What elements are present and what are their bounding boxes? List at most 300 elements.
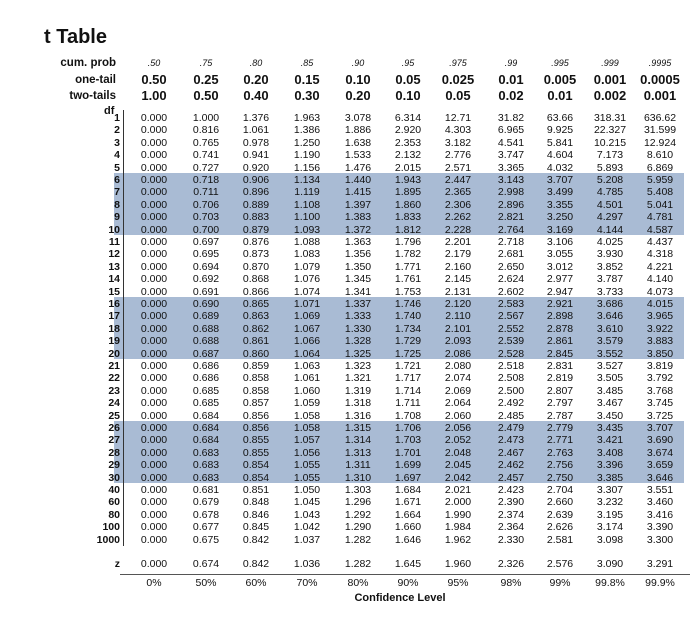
table-cell: 3.930 bbox=[596, 248, 624, 261]
table-cell: 2.571 bbox=[444, 161, 472, 174]
table-cell: 0.000 bbox=[140, 409, 168, 422]
table-cell: 2.819 bbox=[546, 372, 574, 385]
table-cell: 2.797 bbox=[546, 397, 574, 410]
z-row bbox=[0, 558, 700, 574]
table-cell: 4.587 bbox=[646, 223, 674, 236]
table-cell: 4.015 bbox=[646, 298, 674, 310]
table-cell: 3.390 bbox=[646, 521, 674, 534]
table-cell: 0.896 bbox=[242, 186, 270, 199]
table-cell: 2.365 bbox=[444, 186, 472, 199]
table-cell: 1.314 bbox=[344, 434, 372, 447]
table-cell: 2.718 bbox=[497, 236, 525, 248]
table-cell: 0.000 bbox=[140, 112, 168, 124]
confidence-value: 99.8% bbox=[595, 577, 625, 589]
table-cell: 3.385 bbox=[596, 471, 624, 484]
confidence-value: 99% bbox=[549, 577, 571, 589]
table-cell: 1.055 bbox=[293, 459, 321, 472]
table-cell: 1.067 bbox=[293, 322, 321, 335]
table-cell: 1.037 bbox=[293, 533, 321, 546]
table-cell: 3.012 bbox=[546, 260, 574, 273]
table-cell: 0.858 bbox=[242, 384, 270, 397]
table-cell: 3.143 bbox=[497, 174, 525, 186]
table-cell: 0.000 bbox=[140, 484, 168, 496]
table-cell: 2.704 bbox=[546, 484, 574, 496]
table-cell: 0.876 bbox=[242, 236, 270, 248]
table-cell: 2.977 bbox=[546, 273, 574, 286]
table-cell: 3.300 bbox=[646, 533, 674, 546]
table-cell: 4.221 bbox=[646, 260, 674, 273]
table-cell: 0.718 bbox=[192, 174, 220, 186]
table-cell: 0.842 bbox=[242, 533, 270, 546]
table-cell: 3.852 bbox=[596, 260, 624, 273]
table-cell: 2.021 bbox=[444, 484, 472, 496]
table-cell: 1.076 bbox=[293, 273, 321, 286]
table-cell: 3.450 bbox=[596, 409, 624, 422]
table-cell: 0.684 bbox=[192, 434, 220, 447]
z-cell: 0.000 bbox=[140, 558, 168, 570]
two-tails-value: 0.20 bbox=[345, 88, 371, 103]
table-cell: 1.000 bbox=[192, 112, 220, 124]
table-cell: 1.383 bbox=[344, 211, 372, 224]
two-tails-value: 0.40 bbox=[243, 88, 269, 103]
table-cell: 2.330 bbox=[497, 533, 525, 546]
table-cell: 4.541 bbox=[497, 136, 525, 149]
z-cell: 2.576 bbox=[546, 558, 574, 570]
table-cell: 1.250 bbox=[293, 136, 321, 149]
table-cell: 4.318 bbox=[646, 248, 674, 261]
table-cell: 1.079 bbox=[293, 260, 321, 273]
table-cell: 0.855 bbox=[242, 434, 270, 447]
df-cell: 1 bbox=[114, 112, 120, 124]
table-cell: 2.807 bbox=[546, 384, 574, 397]
table-cell: 1.119 bbox=[294, 186, 320, 199]
table-cell: 3.646 bbox=[596, 310, 624, 323]
confidence-value: 70% bbox=[296, 577, 318, 589]
two-tails-value: 0.30 bbox=[294, 88, 320, 103]
table-cell: 2.552 bbox=[497, 322, 525, 335]
table-cell: 2.447 bbox=[444, 174, 472, 186]
table-cell: 5.841 bbox=[546, 136, 574, 149]
table-cell: 2.228 bbox=[444, 223, 472, 236]
table-cell: 2.353 bbox=[394, 136, 422, 149]
table-cell: 0.000 bbox=[140, 248, 168, 261]
table-cell: 1.740 bbox=[394, 310, 422, 323]
df-cell: 30 bbox=[108, 471, 120, 484]
table-cell: 0.000 bbox=[140, 434, 168, 447]
table-cell: 2.492 bbox=[497, 397, 525, 410]
table-cell: 5.041 bbox=[646, 198, 674, 211]
table-cell: 2.145 bbox=[444, 273, 472, 286]
table-cell: 1.812 bbox=[394, 223, 422, 236]
table-cell: 0.854 bbox=[242, 471, 270, 484]
table-cell: 1.330 bbox=[344, 322, 372, 335]
table-cell: 0.857 bbox=[242, 397, 270, 410]
table-cell: 4.437 bbox=[646, 236, 674, 248]
table-cell: 2.567 bbox=[497, 310, 525, 323]
table-cell: 1.963 bbox=[293, 112, 321, 124]
table-cell: 2.681 bbox=[497, 248, 525, 261]
df-cell: 25 bbox=[108, 409, 120, 422]
df-cell: 28 bbox=[108, 446, 120, 459]
df-cell: 4 bbox=[114, 149, 120, 162]
df-cell: 60 bbox=[108, 496, 120, 509]
table-cell: 0.873 bbox=[242, 248, 270, 261]
table-cell: 1.057 bbox=[293, 434, 321, 447]
one-tail-value: 0.0005 bbox=[640, 72, 680, 87]
table-cell: 1.100 bbox=[293, 211, 321, 224]
z-cell: 3.291 bbox=[646, 558, 674, 570]
table-cell: 0.941 bbox=[242, 149, 270, 162]
table-cell: 0.686 bbox=[192, 372, 220, 385]
table-cell: 2.201 bbox=[444, 236, 472, 248]
table-cell: 2.423 bbox=[497, 484, 525, 496]
two-tails-value: 0.01 bbox=[547, 88, 573, 103]
table-cell: 0.765 bbox=[192, 136, 220, 149]
table-cell: 1.050 bbox=[293, 484, 321, 496]
table-cell: 1.886 bbox=[344, 124, 372, 137]
table-cell: 0.879 bbox=[242, 223, 270, 236]
table-cell: 0.000 bbox=[140, 459, 168, 472]
confidence-value: 50% bbox=[195, 577, 217, 589]
table-cell: 0.000 bbox=[140, 161, 168, 174]
table-cell: 2.626 bbox=[546, 521, 574, 534]
table-cell: 1.356 bbox=[344, 248, 372, 261]
table-cell: 3.182 bbox=[444, 136, 472, 149]
table-cell: 0.889 bbox=[242, 198, 270, 211]
table-cell: 3.690 bbox=[646, 434, 674, 447]
table-cell: 0.860 bbox=[242, 347, 270, 360]
table-cell: 0.000 bbox=[140, 471, 168, 484]
table-cell: 2.015 bbox=[394, 161, 422, 174]
table-cell: 2.763 bbox=[546, 446, 574, 459]
table-cell: 0.000 bbox=[140, 508, 168, 521]
table-cell: 1.056 bbox=[293, 446, 321, 459]
table-cell: 1.290 bbox=[344, 521, 372, 534]
table-cell: 1.045 bbox=[293, 496, 321, 509]
table-cell: 0.000 bbox=[140, 136, 168, 149]
z-label: z bbox=[114, 558, 120, 570]
table-cell: 2.306 bbox=[444, 198, 472, 211]
table-cell: 1.318 bbox=[344, 397, 372, 410]
table-cell: 4.604 bbox=[546, 149, 574, 162]
table-cell: 1.703 bbox=[394, 434, 422, 447]
table-cell: 1.664 bbox=[394, 508, 422, 521]
table-cell: 1.083 bbox=[293, 248, 321, 261]
table-cell: 0.000 bbox=[140, 124, 168, 137]
table-cell: 1.088 bbox=[293, 236, 321, 248]
table-cell: 0.000 bbox=[140, 533, 168, 546]
table-cell: 1.684 bbox=[394, 484, 422, 496]
table-cell: 0.846 bbox=[242, 508, 270, 521]
table-cell: 3.421 bbox=[596, 434, 624, 447]
table-cell: 0.855 bbox=[242, 446, 270, 459]
z-cell: 1.282 bbox=[344, 558, 372, 570]
column-t-label: .85 bbox=[300, 58, 314, 68]
table-cell: 1.328 bbox=[344, 335, 372, 348]
table-cell: 0.683 bbox=[192, 471, 220, 484]
table-cell: 1.316 bbox=[344, 409, 372, 422]
df-cell: 18 bbox=[108, 322, 120, 335]
table-cell: 2.779 bbox=[546, 422, 574, 434]
table-cell: 0.675 bbox=[192, 533, 220, 546]
table-cell: 1.074 bbox=[293, 285, 321, 298]
confidence-value: 80% bbox=[347, 577, 369, 589]
table-cell: 4.501 bbox=[596, 198, 624, 211]
table-cell: 0.000 bbox=[140, 310, 168, 323]
table-cell: 2.060 bbox=[444, 409, 472, 422]
table-cell: 2.390 bbox=[497, 496, 525, 509]
table-cell: 2.056 bbox=[444, 422, 472, 434]
table-cell: 1.962 bbox=[444, 533, 472, 546]
table-cell: 2.539 bbox=[497, 335, 525, 348]
z-cell: 0.842 bbox=[242, 558, 270, 570]
two-tails-value: 0.05 bbox=[445, 88, 471, 103]
one-tail-value: 0.001 bbox=[593, 72, 627, 87]
table-cell: 2.086 bbox=[444, 347, 472, 360]
table-cell: 1.660 bbox=[394, 521, 422, 534]
table-cell: 0.727 bbox=[192, 161, 220, 174]
table-cell: 2.602 bbox=[497, 285, 525, 298]
table-cell: 1.303 bbox=[344, 484, 372, 496]
table-cell: 3.460 bbox=[646, 496, 674, 509]
table-cell: 2.093 bbox=[444, 335, 472, 348]
table-cell: 0.000 bbox=[140, 446, 168, 459]
table-cell: 2.374 bbox=[497, 508, 525, 521]
table-cell: 1.990 bbox=[444, 508, 472, 521]
table-cell: 2.508 bbox=[497, 372, 525, 385]
column-t-label: .995 bbox=[551, 58, 569, 68]
table-cell: 0.683 bbox=[192, 446, 220, 459]
table-cell: 0.000 bbox=[140, 496, 168, 509]
confidence-value: 60% bbox=[245, 577, 267, 589]
table-cell: 5.959 bbox=[646, 174, 674, 186]
table-cell: 1.753 bbox=[394, 285, 422, 298]
df-cell: 21 bbox=[108, 360, 120, 372]
table-cell: 0.851 bbox=[242, 484, 270, 496]
df-cell: 29 bbox=[108, 459, 120, 472]
table-cell: 1.337 bbox=[344, 298, 372, 310]
two-tails-label: two-tails bbox=[69, 90, 116, 102]
df-cell: 24 bbox=[108, 397, 120, 410]
df-cell: 9 bbox=[114, 211, 120, 224]
table-cell: 2.947 bbox=[546, 285, 574, 298]
table-cell: 1.061 bbox=[293, 372, 321, 385]
df-cell: 17 bbox=[108, 310, 120, 323]
table-cell: 1.071 bbox=[293, 298, 321, 310]
table-cell: 4.781 bbox=[646, 211, 674, 224]
table-cell: 2.861 bbox=[546, 335, 574, 348]
table-cell: 0.685 bbox=[192, 384, 220, 397]
table-cell: 1.397 bbox=[344, 198, 372, 211]
table-cell: 1.042 bbox=[293, 521, 321, 534]
z-cell: 2.326 bbox=[497, 558, 525, 570]
table-cell: 1.058 bbox=[293, 409, 321, 422]
df-cell: 15 bbox=[108, 285, 120, 298]
table-cell: 2.528 bbox=[497, 347, 525, 360]
df-cell: 22 bbox=[108, 372, 120, 385]
table-cell: 3.174 bbox=[596, 521, 624, 534]
table-cell: 2.750 bbox=[546, 471, 574, 484]
z-cell: 0.674 bbox=[192, 558, 220, 570]
table-cell: 1.476 bbox=[344, 161, 372, 174]
one-tail-value: 0.005 bbox=[543, 72, 577, 87]
table-cell: 2.878 bbox=[546, 322, 574, 335]
table-cell: 2.042 bbox=[444, 471, 472, 484]
table-cell: 2.048 bbox=[444, 446, 472, 459]
table-cell: 0.868 bbox=[242, 273, 270, 286]
table-cell: 3.416 bbox=[646, 508, 674, 521]
table-cell: 4.025 bbox=[596, 236, 624, 248]
table-cell: 1.372 bbox=[344, 223, 372, 236]
table-cell: 3.768 bbox=[646, 384, 674, 397]
table-cell: 2.500 bbox=[497, 384, 525, 397]
df-label: df bbox=[104, 105, 115, 117]
df-cell: 19 bbox=[108, 335, 120, 348]
table-cell: 3.408 bbox=[596, 446, 624, 459]
table-cell: 0.861 bbox=[242, 335, 270, 348]
table-cell: 2.132 bbox=[394, 149, 422, 162]
table-cell: 0.856 bbox=[242, 409, 270, 422]
table-cell: 0.000 bbox=[140, 335, 168, 348]
table-cell: 0.848 bbox=[242, 496, 270, 509]
table-cell: 1.860 bbox=[394, 198, 422, 211]
df-cell: 11 bbox=[108, 236, 120, 248]
table-cell: 1.638 bbox=[344, 136, 372, 149]
table-cell: 5.208 bbox=[596, 174, 624, 186]
table-cell: 3.098 bbox=[596, 533, 624, 546]
table-cell: 3.659 bbox=[646, 459, 674, 472]
table-cell: 1.833 bbox=[394, 211, 422, 224]
df-cell: 20 bbox=[108, 347, 120, 360]
column-t-label: .80 bbox=[249, 58, 263, 68]
df-cell: 8 bbox=[114, 198, 120, 211]
table-cell: 3.505 bbox=[596, 372, 624, 385]
table-cell: 1.069 bbox=[293, 310, 321, 323]
table-cell: 1.315 bbox=[344, 422, 372, 434]
table-cell: 1.059 bbox=[293, 397, 321, 410]
table-cell: 0.862 bbox=[242, 322, 270, 335]
table-cell: 0.684 bbox=[192, 409, 220, 422]
table-cell: 3.792 bbox=[646, 372, 674, 385]
table-cell: 0.858 bbox=[242, 372, 270, 385]
table-cell: 0.677 bbox=[192, 521, 220, 534]
table-cell: 2.364 bbox=[497, 521, 525, 534]
table-cell: 0.000 bbox=[140, 149, 168, 162]
table-cell: 4.303 bbox=[444, 124, 472, 137]
table-cell: 1.725 bbox=[394, 347, 422, 360]
table-cell: 4.032 bbox=[546, 161, 574, 174]
table-cell: 1.984 bbox=[444, 521, 472, 534]
table-cell: 1.706 bbox=[394, 422, 422, 434]
table-cell: 2.921 bbox=[546, 298, 574, 310]
table-cell: 0.683 bbox=[192, 459, 220, 472]
table-cell: 1.646 bbox=[394, 533, 422, 546]
table-cell: 2.262 bbox=[444, 211, 472, 224]
table-cell: 1.296 bbox=[344, 496, 372, 509]
table-cell: 31.599 bbox=[643, 124, 677, 137]
table-cell: 0.692 bbox=[192, 273, 220, 286]
table-cell: 1.533 bbox=[344, 149, 372, 162]
table-cell: 1.333 bbox=[344, 310, 372, 323]
table-cell: 1.701 bbox=[394, 446, 422, 459]
table-cell: 7.173 bbox=[596, 149, 624, 162]
table-cell: 0.906 bbox=[242, 174, 270, 186]
table-cell: 31.82 bbox=[497, 112, 525, 124]
table-cell: 2.998 bbox=[497, 186, 525, 199]
table-cell: 2.179 bbox=[444, 248, 472, 261]
table-cell: 3.725 bbox=[646, 409, 674, 422]
table-cell: 1.895 bbox=[394, 186, 422, 199]
table-cell: 0.706 bbox=[192, 198, 220, 211]
table-cell: 3.396 bbox=[596, 459, 624, 472]
column-t-label: .975 bbox=[449, 58, 467, 68]
table-cell: 1.711 bbox=[395, 397, 421, 410]
table-cell: 1.734 bbox=[394, 322, 422, 335]
table-cell: 0.711 bbox=[193, 186, 219, 199]
table-cell: 0.920 bbox=[242, 161, 270, 174]
table-cell: 2.896 bbox=[497, 198, 525, 211]
table-cell: 2.764 bbox=[497, 223, 525, 236]
table-cell: 1.311 bbox=[345, 459, 371, 472]
column-t-label: .95 bbox=[401, 58, 415, 68]
table-cell: 1.708 bbox=[394, 409, 422, 422]
table-cell: 3.733 bbox=[596, 285, 624, 298]
table-cell: 0.000 bbox=[140, 521, 168, 534]
table-cell: 4.073 bbox=[646, 285, 674, 298]
table-cell: 1.093 bbox=[293, 223, 321, 236]
table-cell: 0.863 bbox=[242, 310, 270, 323]
table-cell: 1.415 bbox=[344, 186, 372, 199]
table-cell: 0.741 bbox=[192, 149, 220, 162]
df-cell: 100 bbox=[102, 521, 120, 534]
table-cell: 1.717 bbox=[394, 372, 422, 385]
table-cell: 1.671 bbox=[394, 496, 422, 509]
table-cell: 3.745 bbox=[646, 397, 674, 410]
table-cell: 3.307 bbox=[596, 484, 624, 496]
table-cell: 1.156 bbox=[293, 161, 321, 174]
table-cell: 63.66 bbox=[546, 112, 574, 124]
column-t-label: .9995 bbox=[648, 58, 672, 68]
two-tails-value: 0.50 bbox=[193, 88, 219, 103]
table-cell: 1.325 bbox=[344, 347, 372, 360]
table-cell: 3.552 bbox=[596, 347, 624, 360]
df-cell: 1000 bbox=[96, 533, 120, 546]
table-cell: 0.697 bbox=[192, 236, 220, 248]
table-cell: 3.579 bbox=[596, 335, 624, 348]
df-cell: 14 bbox=[108, 273, 120, 286]
table-cell: 1.943 bbox=[394, 174, 422, 186]
table-cell: 0.854 bbox=[242, 459, 270, 472]
table-cell: 2.845 bbox=[546, 347, 574, 360]
confidence-value: 90% bbox=[397, 577, 419, 589]
confidence-level-label: Confidence Level bbox=[354, 592, 446, 604]
table-cell: 3.922 bbox=[646, 322, 674, 335]
table-cell: 3.819 bbox=[646, 360, 674, 372]
table-cell: 6.965 bbox=[497, 124, 525, 137]
table-cell: 3.467 bbox=[596, 397, 624, 410]
table-cell: 1.063 bbox=[293, 360, 321, 372]
table-cell: 0.685 bbox=[192, 397, 220, 410]
df-cell: 40 bbox=[108, 484, 120, 496]
table-cell: 3.674 bbox=[646, 446, 674, 459]
table-cell: 2.473 bbox=[497, 434, 525, 447]
table-cell: 2.776 bbox=[444, 149, 472, 162]
table-cell: 2.457 bbox=[497, 471, 525, 484]
table-cell: 0.689 bbox=[192, 310, 220, 323]
table-cell: 0.000 bbox=[140, 285, 168, 298]
table-cell: 1.282 bbox=[344, 533, 372, 546]
table-cell: 1.729 bbox=[394, 335, 422, 348]
